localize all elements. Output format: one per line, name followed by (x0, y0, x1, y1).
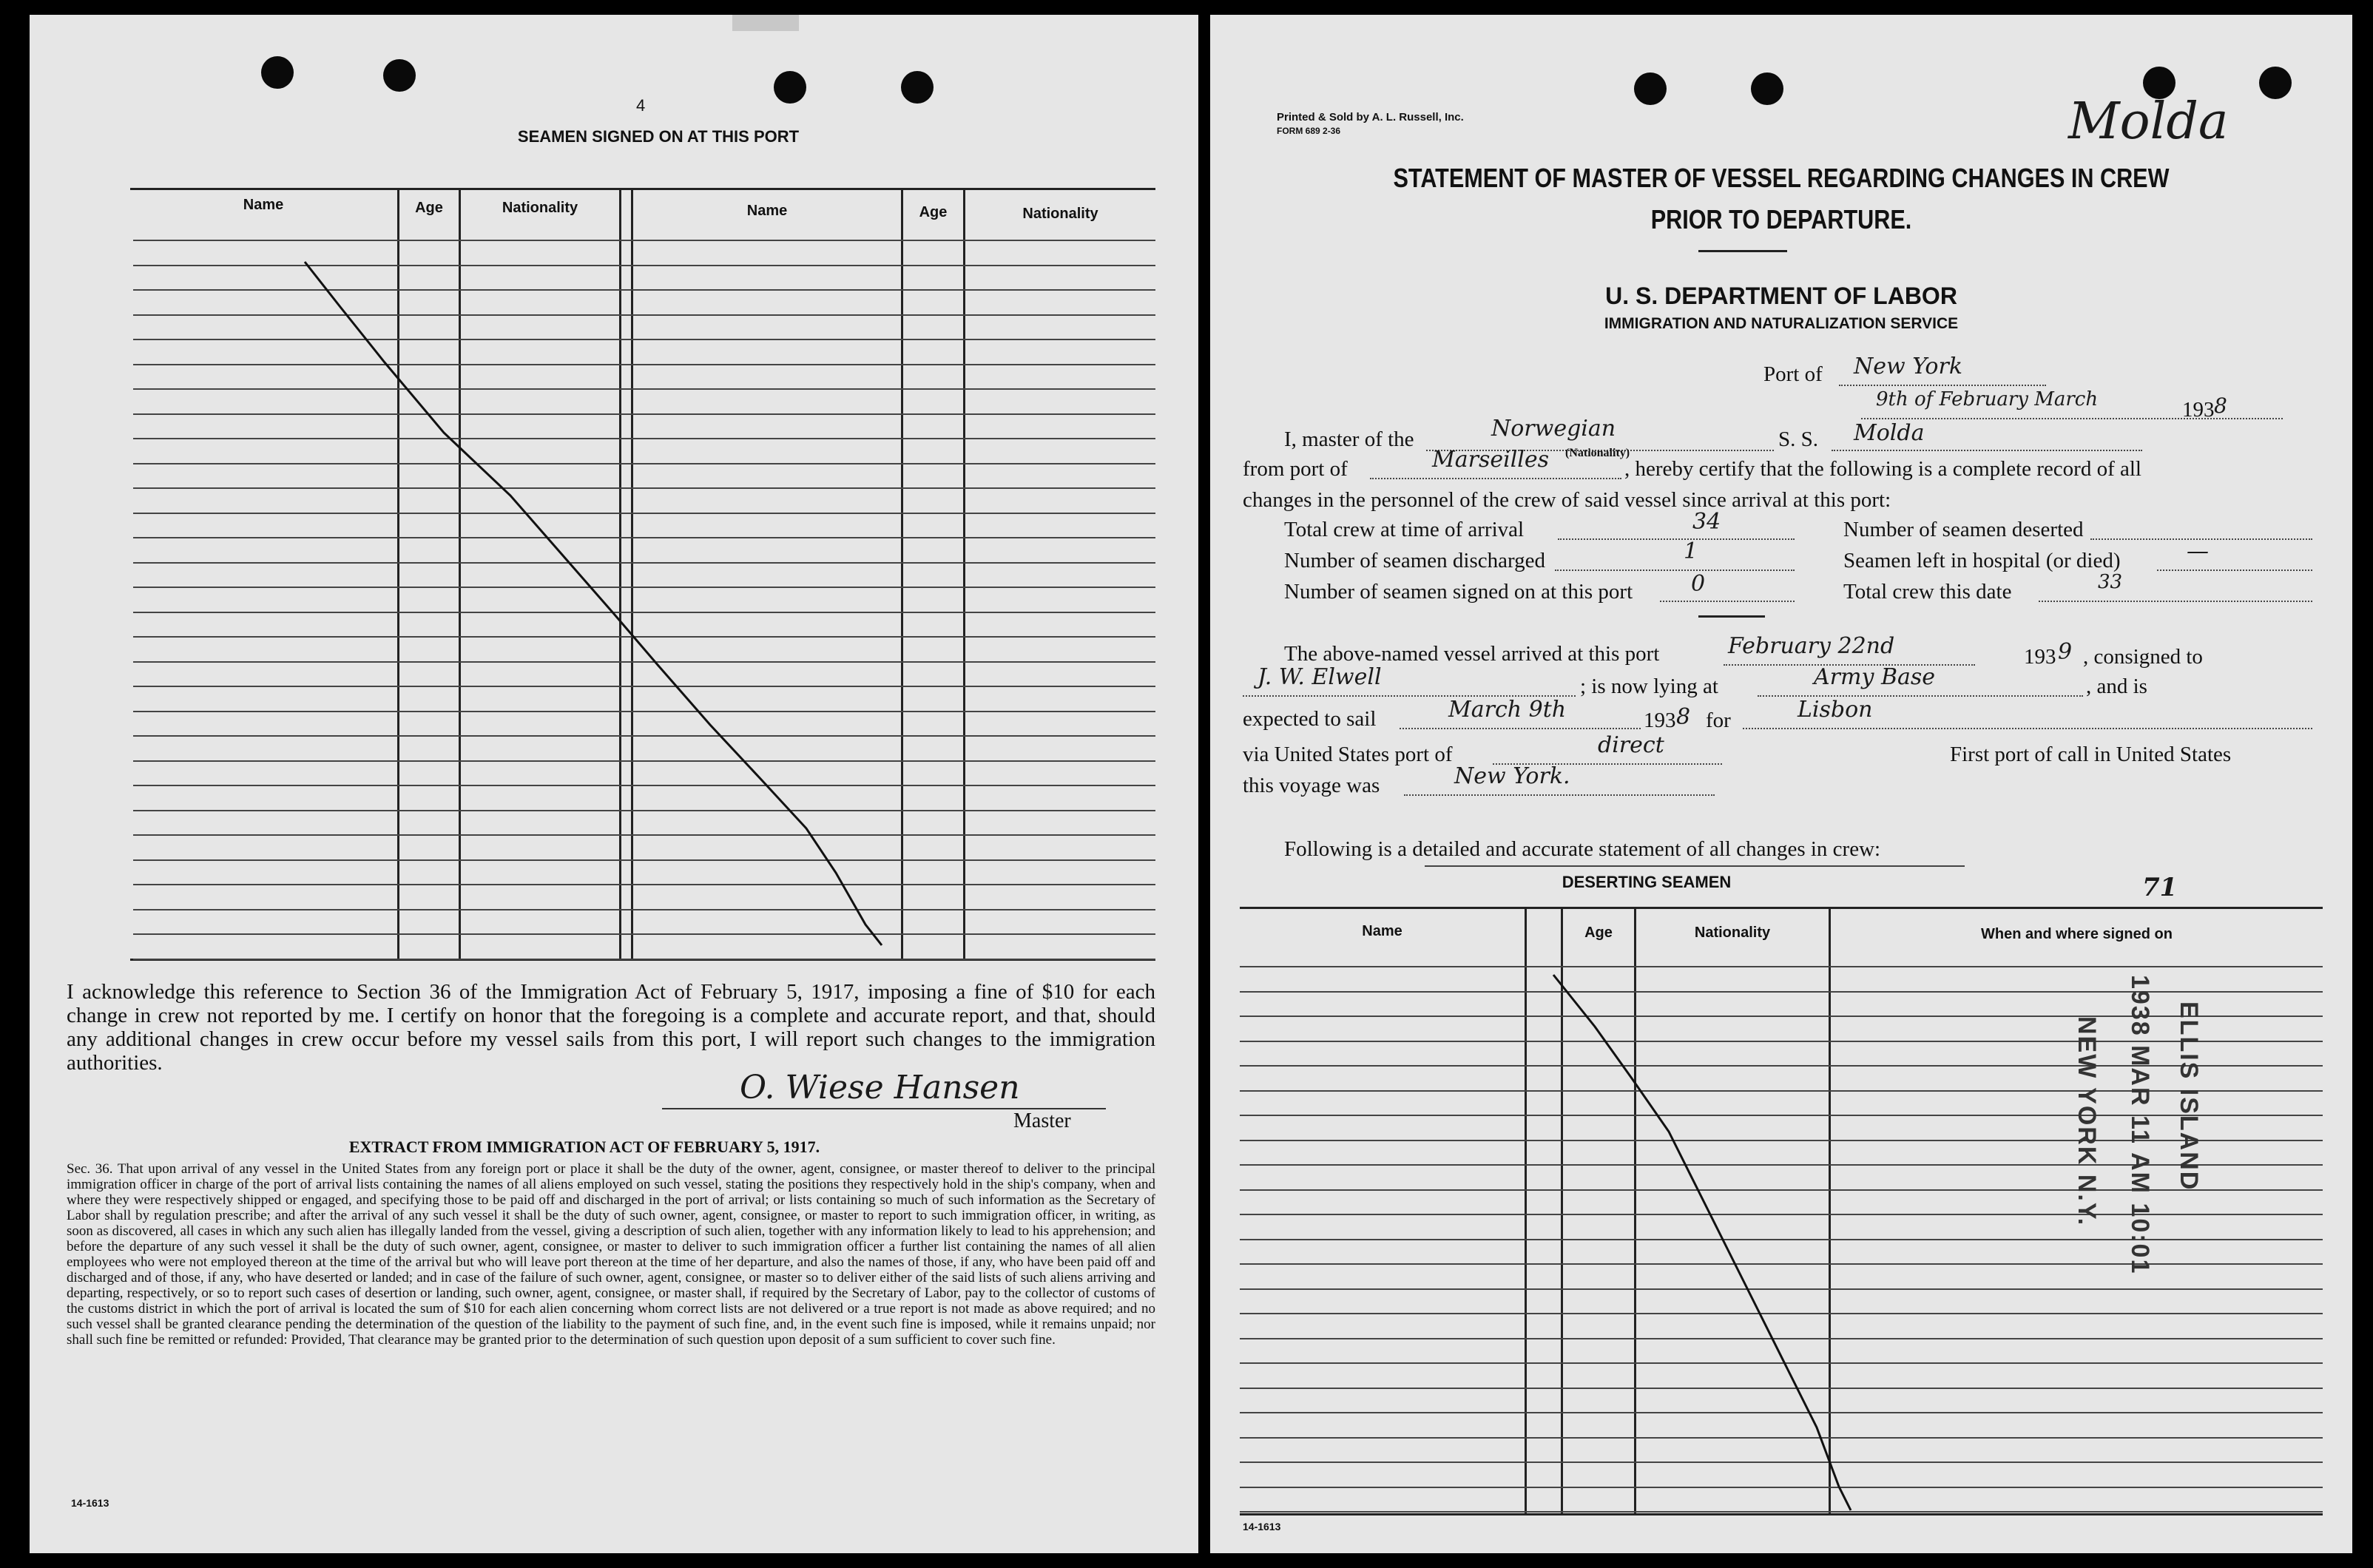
port-of-value: New York (1854, 354, 1962, 379)
acknowledgment-text: I acknowledge this reference to Section 36 of the Immigration Act of February 5, 1917, imposing a fine of $10 for each change in crew not reported by me. I certify on honor that the foregoing is a complete and accurate report, and that, should any additional changes in crew occur before my vessel sails from this port, I will report such changes to the immigration authorities. (67, 980, 1155, 1075)
total-crew-arrival-value: 34 (1692, 509, 1721, 535)
certify-text: , hereby certify that the following is a complete record of all (1624, 457, 2141, 481)
voyage-value: New York. (1454, 763, 1570, 789)
from-port-value: Marseilles (1432, 447, 1550, 473)
sail-value: March 9th (1448, 697, 1567, 723)
discharged-value: 1 (1684, 538, 1698, 564)
department: U. S. DEPARTMENT OF LABOR (1605, 283, 1957, 309)
ss-value: Molda (1854, 420, 1925, 446)
page-number: 4 (636, 96, 646, 115)
ss-label: S. S. (1778, 428, 1819, 451)
via-label: via United States port of (1243, 743, 1453, 766)
col-age-2: Age (919, 204, 948, 220)
deserting-title: DESERTING SEAMEN (1562, 873, 1732, 891)
nationality-caption: (Nationality) (1565, 447, 1630, 459)
col-nationality: Nationality (502, 200, 578, 216)
master-signature: O. Wiese Hansen (740, 1069, 1020, 1106)
and-is-label: , and is (2086, 675, 2147, 698)
port-of-label: Port of (1763, 362, 1823, 386)
from-port-label: from port of (1243, 457, 1348, 481)
col-nationality-2: Nationality (1022, 206, 1098, 222)
form-code: 14-1613 (71, 1497, 109, 1509)
arrived-label: The above-named vessel arrived at this port (1284, 642, 1660, 666)
section-title: SEAMEN SIGNED ON AT THIS PORT (517, 127, 800, 146)
col-name: Name (1362, 923, 1402, 939)
nationality-value: Norwegian (1491, 416, 1616, 442)
consigned-label: , consigned to (2083, 645, 2203, 669)
total-crew-arrival-label: Total crew at time of arrival (1284, 518, 1525, 541)
total-crew-date-label: Total crew this date (1843, 580, 2012, 604)
hospital-label: Seamen left in hospital (or died) (1843, 549, 2121, 572)
col-name: Name (243, 197, 284, 213)
col-name-2: Name (746, 203, 788, 219)
for-value: Lisbon (1798, 697, 1873, 723)
void-line (30, 15, 1198, 976)
first-port-label: First port of call in United States (1950, 743, 2232, 766)
year-suffix: 8 (2214, 393, 2227, 418)
via-value: direct (1598, 732, 1664, 758)
form-number: FORM 689 2-36 (1277, 126, 1341, 136)
voyage-label: this voyage was (1243, 774, 1380, 797)
void-line (1210, 15, 2352, 1553)
sail-year-suffix: 8 (1676, 704, 1691, 730)
master-of-label: I, master of the (1284, 428, 1414, 451)
col-age: Age (415, 200, 443, 216)
following-text: Following is a detailed and accurate statement of all changes in crew: (1284, 837, 1881, 861)
deserted-label: Number of seamen deserted (1843, 518, 2084, 541)
arrived-year-suffix: 9 (2058, 639, 2073, 665)
date-value: 9th of February March (1876, 388, 2099, 410)
year-prefix: 193 (2182, 398, 2215, 422)
hospital-value: — (2187, 538, 2209, 564)
arrived-year-prefix: 193 (2024, 645, 2056, 669)
signed-on-label: Number of seamen signed on at this port (1284, 580, 1633, 604)
discharged-label: Number of seamen discharged (1284, 549, 1545, 572)
form-title-line1: STATEMENT OF MASTER OF VESSEL REGARDING CHANGES IN CREW (1393, 163, 2170, 193)
for-label: for (1706, 709, 1731, 732)
arrived-value: February 22nd (1728, 633, 1895, 659)
lying-value: Army Base (1814, 664, 1936, 690)
lying-label: ; is now lying at (1580, 675, 1718, 698)
handwritten-mark: 71 (2142, 873, 2178, 902)
col-nationality: Nationality (1694, 925, 1771, 941)
changes-text: changes in the personnel of the crew of said vessel since arrival at this port: (1243, 488, 1891, 512)
handwritten-ship-name: Molda (2068, 92, 2229, 151)
printer-line: Printed & Sold by A. L. Russell, Inc. (1277, 111, 1464, 124)
form-code: 14-1613 (1243, 1521, 1281, 1532)
col-age: Age (1584, 925, 1613, 941)
right-page: Printed & Sold by A. L. Russell, Inc. FORM 689 2-36 Molda STATEMENT OF MASTER OF VESSEL REGARDING CHANGES IN CREW PRIOR TO DEPARTURE. U. S. DEPARTMENT OF LABOR IMMIGRATION AND NATURALIZATION SERVICE Port of New York 9th of February March 193 8 I, master of the Norwegian (Nationality) S. S. Molda from port of Marseilles , hereby certify that the following is a complete record of all changes in the personnel of the crew of said vessel since arrival at this port: Total crew at time of arrival 34 Number of seamen deserted Number of seamen discharged 1 Seamen left in hospital (or died) — Number of seamen signed on at this port 0 Total crew this date 33 The above-named vessel arrived at this port February 22nd 193 9 , consigned to J. W. Elwell ; is now lying at Army Base , and is expected to sail March 9th 193 8 for Lisbon via United States port of direct First port of call in United States this voyage was New York. Following is a detailed and accurate statement of all changes in crew: 71 DESERTING SEAMEN Name Age Nationality When and where signed on ELLIS ISLAND 1938 MAR 11 AM 10:01 NEW YORK N.Y. 14-1613 (1210, 15, 2352, 1553)
signed-on-value: 0 (1691, 571, 1706, 597)
left-page (30, 15, 1198, 1553)
master-label: Master (1013, 1109, 1071, 1132)
sail-year-prefix: 193 (1644, 709, 1676, 732)
service: IMMIGRATION AND NATURALIZATION SERVICE (1604, 315, 1959, 332)
expected-label: expected to sail (1243, 707, 1377, 731)
consignee-value: J. W. Elwell (1258, 664, 1382, 690)
section-36-text: Sec. 36. That upon arrival of any vessel in the United States from any foreign port or place it shall be the duty of the owner, agent, consignee, or master thereof to deliver to the principal immigration officer in charge of the port of arrival lists containing the names of all aliens employed on such vessel, stating the positions they respectively hold in the ship's company, when and where they were respectively shipped or engaged, and specifying those to be paid off and discharged in the port of arrival; or lists containing so much of such information as the Secretary of Labor shall by regulation prescribe; and after the arrival of any such vessel it shall be the duty of such owner, agent, consignee, or master to report to such immigration officer, in writing, as soon as discovered, all cases in which any such alien has illegally landed from the vessel, giving a description of such alien, together with any information likely to lead to his apprehension; and before the departure of any such vessel it shall be the duty of such owner, agent, consignee, or master to deliver to such immigration officer a further list containing the names of all alien employees who were not employed thereon at the time of the arrival but who will leave port thereon at the time of her departure, and also the names of those, if any, who have been paid off and discharged and of those, if any, who have deserted or landed; and in case of the failure of such owner, agent, consignee, or master so to deliver either of the said lists of such aliens arriving and departing, respectively, or so to report such cases of desertion or landing, such owner, agent, consignee, or master shall, if required by the Secretary of Labor, pay to the collector of customs of the customs district in which the port of arrival is located the sum of $10 for each alien concerning whom correct lists are not delivered or a true report is not made as above required; and no such vessel shall be granted clearance pending the determination of the question of the liability to the payment of such fine, and, in the event such fine is imposed, while it remains unpaid; nor shall such fine be remitted or refunded: Provided, That clearance may be granted prior to the determination of such question upon deposit of a sum sufficient to cover such fine. (67, 1161, 1155, 1348)
extract-title: EXTRACT FROM IMMIGRATION ACT OF FEBRUARY 5, 1917. (348, 1138, 820, 1156)
col-when-where: When and where signed on (1981, 926, 2173, 942)
form-title-line2: PRIOR TO DEPARTURE. (1650, 204, 1912, 234)
total-crew-date-value: 33 (2098, 571, 2123, 593)
